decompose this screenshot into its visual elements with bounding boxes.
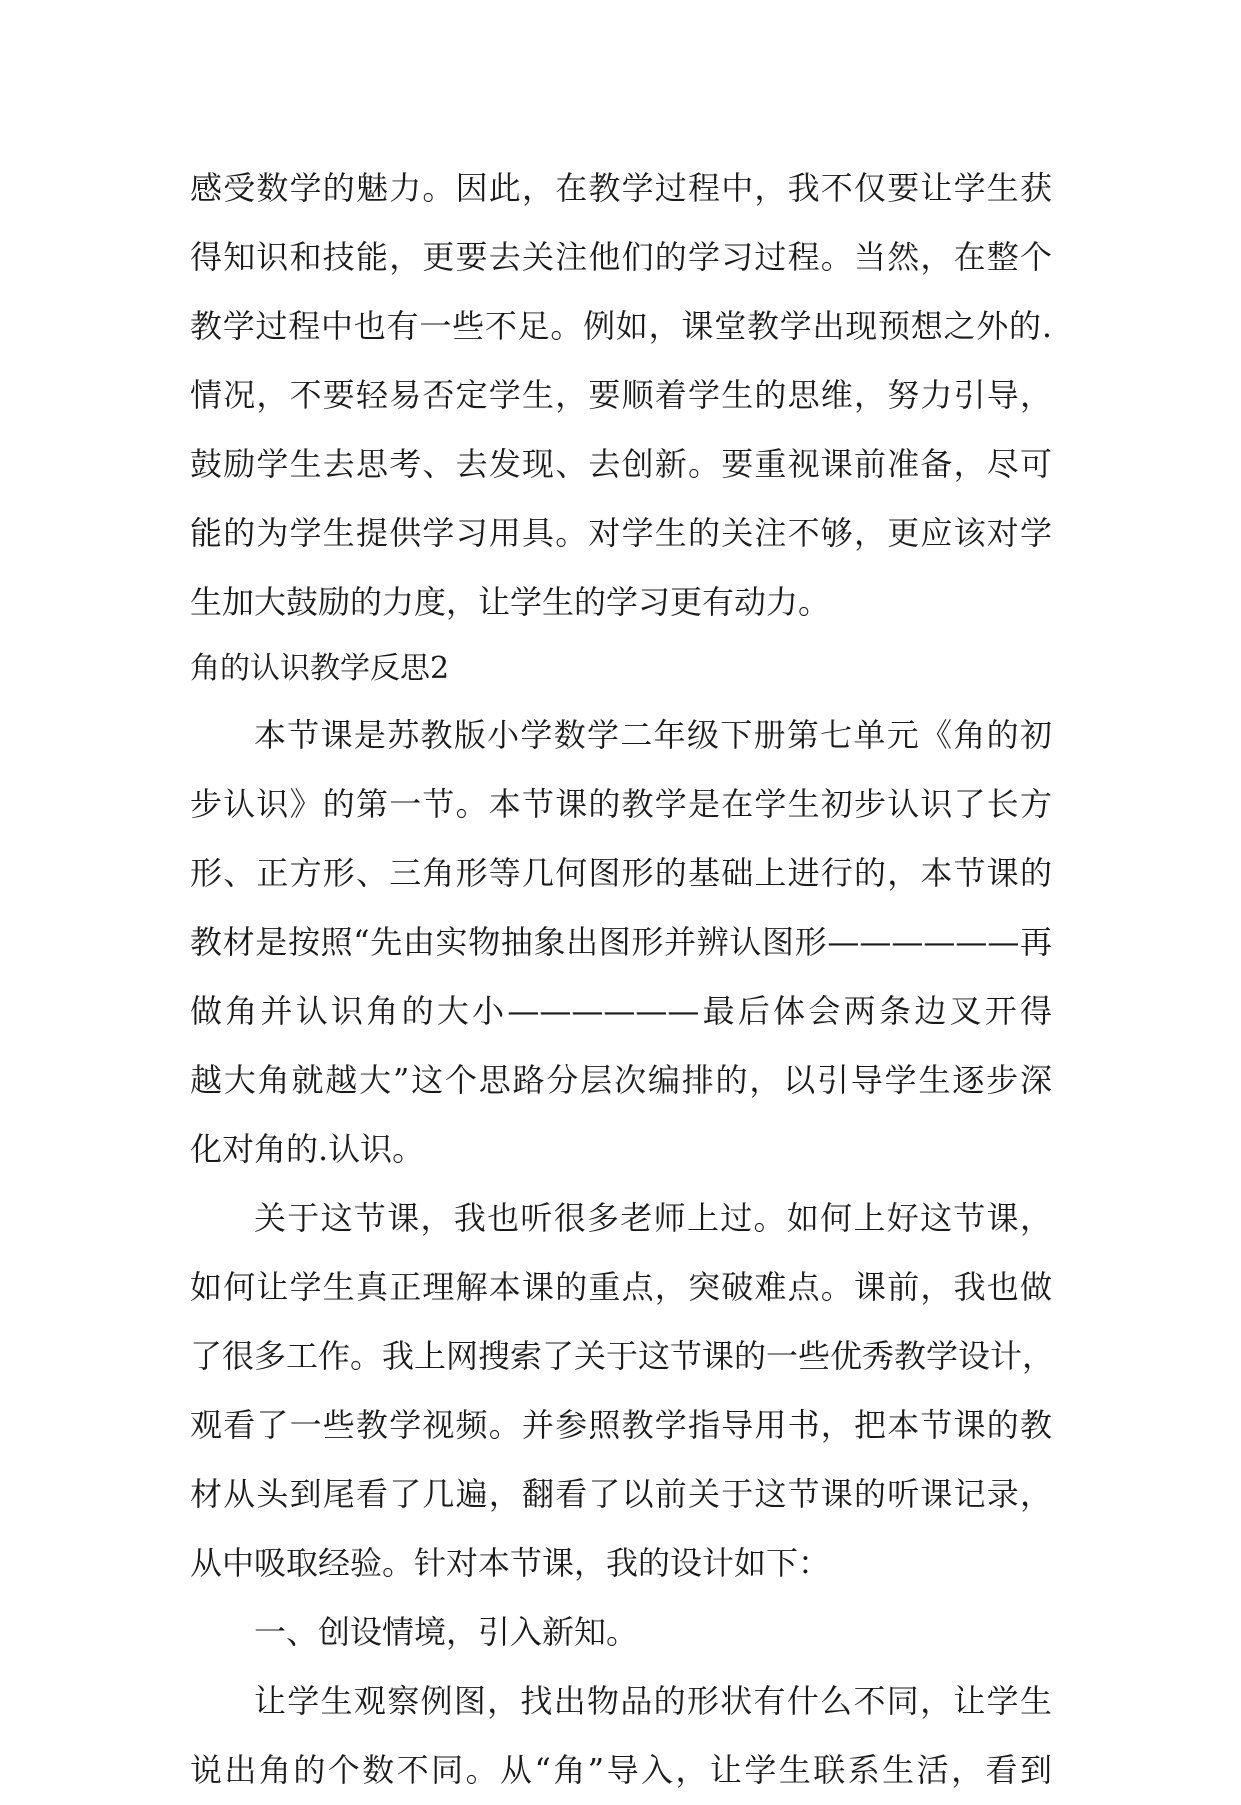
paragraph-1 [190, 701, 1052, 1184]
text-line: 感受数学的魅力。因此，在教学过程中，我不仅要让学生获 [190, 169, 1052, 207]
paragraph-2 [190, 1184, 1055, 1598]
section-heading: 角的认识教学反思2 [190, 651, 450, 686]
text-line: 让学生观察例图，找出物品的形状有什么不同，让学生 [254, 1682, 1052, 1720]
text-line: 从中吸取经验。针对本节课，我的设计如下： [190, 1544, 831, 1582]
text-line: 做角并认识角的大小——————最后体会两条边叉开得 [190, 992, 1052, 1030]
text-line: 观看了一些教学视频。并参照教学指导用书，把本节课的教 [190, 1406, 1052, 1444]
text-line: 得知识和技能，更要去关注他们的学习过程。当然，在整个 [190, 238, 1052, 276]
text-line: 能的为学生提供学习用具。对学生的关注不够，更应该对学 [190, 514, 1052, 552]
text-line: 越大角就越大”这个思路分层次编排的，以引导学生逐步深 [190, 1061, 1052, 1099]
text-line: 教学过程中也有一些不足。例如，课堂教学出现预想之外的. [190, 307, 1052, 345]
text-line: 鼓励学生去思考、去发现、去创新。要重视课前准备，尽可 [190, 445, 1052, 483]
text-line: 如何让学生真正理解本课的重点，突破难点。课前，我也做 [190, 1268, 1052, 1306]
text-line: 一、创设情境，引入新知。 [254, 1613, 639, 1651]
text-line: 说出角的个数不同。从“角”导入，让学生联系生活，看到 [190, 1751, 1052, 1789]
text-line: 生加大鼓励的力度，让学生的学习更有动力。 [190, 583, 831, 621]
text-line: 情况，不要轻易否定学生，要顺着学生的思维，努力引导， [190, 376, 1052, 414]
paragraph-continued [190, 154, 1052, 637]
document-body [190, 154, 1055, 1805]
text-line: 步认识》的第一节。本节课的教学是在学生初步认识了长方 [190, 785, 1052, 823]
text-line: 教材是按照“先由实物抽象出图形并辨认图形——————再 [190, 923, 1052, 961]
text-line: 化对角的.认识。 [190, 1130, 425, 1168]
text-line: 本节课是苏教版小学数学二年级下册第七单元《角的初 [254, 716, 1052, 754]
paragraph-4 [190, 1667, 1052, 1805]
paragraph-3 [190, 1598, 1052, 1667]
text-line: 形、正方形、三角形等几何图形的基础上进行的，本节课的 [190, 854, 1052, 892]
text-line: 材从头到尾看了几遍，翻看了以前关于这节课的听课记录， [190, 1475, 1052, 1513]
text-line: 了很多工作。我上网搜索了关于这节课的一些优秀教学设计， [190, 1337, 1055, 1375]
text-line: 关于这节课，我也听很多老师上过。如何上好这节课， [254, 1199, 1052, 1237]
